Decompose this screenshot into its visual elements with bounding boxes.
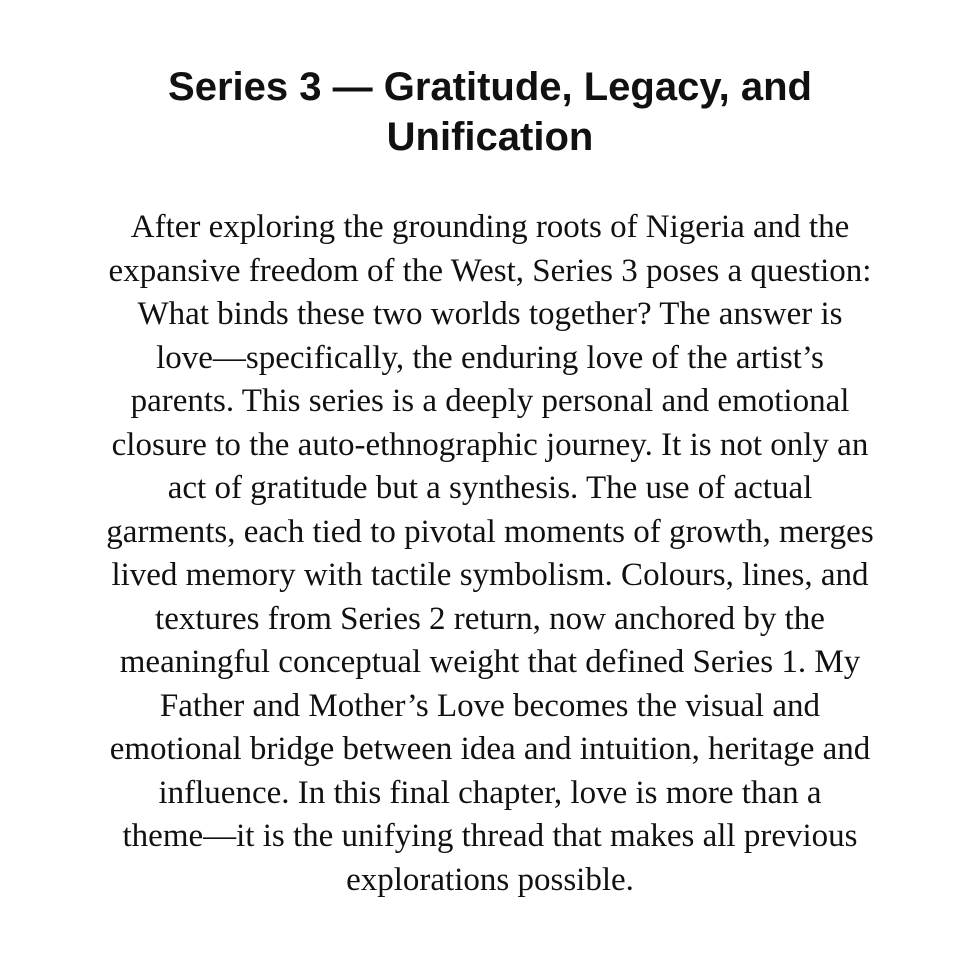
page-title [100,62,880,162]
body-line: theme—it is the unifying thread that makes all previous [122,818,858,854]
body-line: closure to the auto-ethnographic journey. It is not only an [111,426,869,463]
body-line: expansive freedom of the West, Series 3 poses a question: [108,252,872,289]
body-line: act of gratitude but a synthesis. The use of actual [167,470,813,506]
body-line: parents. This series is a deeply personal and emotional [130,383,850,419]
body-line: influence. In this final chapter, love is more than a [158,774,822,811]
body-line: After exploring the grounding roots of Nigeria and the [130,209,850,245]
body-paragraph [60,206,920,902]
body-line: love—specifically, the enduring love of the artist’s [156,339,824,376]
title-line: Series 3 — Gratitude, Legacy, and [168,65,812,109]
body-line: What binds these two worlds together? The answer is [137,296,843,332]
body-line: emotional bridge between idea and intuition, heritage and [109,731,871,767]
body-line: Father and Mother’s Love becomes the visual and [159,687,821,724]
body-line: textures from Series 2 return, now anchored by the [155,600,825,637]
body-line: garments, each tied to pivotal moments of growth, merges [106,513,874,550]
body-line: explorations possible. [346,861,634,898]
title-line: Unification [386,115,594,159]
body-line: meaningful conceptual weight that defined Series 1. My [119,644,861,680]
body-line: lived memory with tactile symbolism. Colours, lines, and [111,557,869,593]
